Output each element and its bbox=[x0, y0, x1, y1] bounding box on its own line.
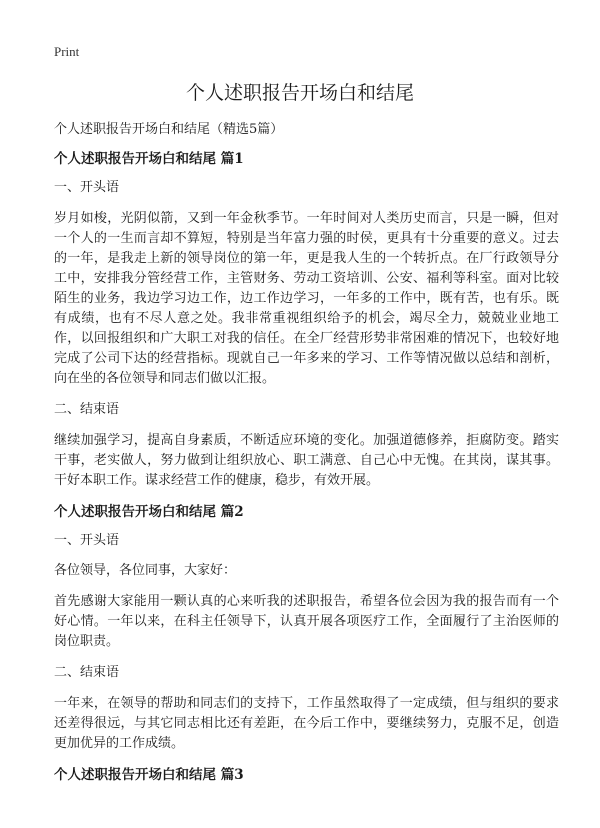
document-body bbox=[54, 150, 559, 795]
document-subtitle: 个人述职报告开场白和结尾（精选5篇） bbox=[54, 122, 284, 137]
section-1 bbox=[54, 150, 559, 491]
opening-label: 一、开头语 bbox=[54, 533, 120, 548]
closing-label: 二、结束语 bbox=[54, 665, 120, 680]
opening-label: 一、开头语 bbox=[54, 180, 120, 195]
section-heading: 个人述职报告开场白和结尾 篇3 bbox=[54, 767, 244, 783]
section-3 bbox=[54, 766, 559, 784]
section-2 bbox=[54, 503, 559, 754]
closing-paragraph: 一年来，在领导的帮助和同志们的支持下，工作虽然取得了一定成绩，但与组织的要求还差得很远，与其它同志相比还有差距，在今后工作中，要继续努力，克服不足，创造更加优异的工作成绩。 bbox=[54, 696, 559, 751]
document-title: 个人述职报告开场白和结尾 bbox=[185, 82, 414, 104]
opening-paragraph: 首先感谢大家能用一颗认真的心来听我的述职报告，希望各位会因为我的报告而有一个好心情。一年以来，在科主任领导下，认真开展各项医疗工作，全面履行了主治医师的岗位职责。 bbox=[54, 594, 559, 649]
opening-paragraph: 岁月如梭，光阴似箭，又到一年金秋季节。一年时间对人类历史而言，只是一瞬，但对一个人的一生而言却不算短，特别是当年富力强的时侯，更具有十分重要的意义。过去的一年，是我走上新的领导岗位的第一年，更是我人生的一个转折点。在厂行政领导分工中，安排我分管经营工作，主管财务、劳动工资培训、公安、福利等科室。面对比较陌生的业务，我边学习边工作，边工作边学习，一年多的工作中，既有苦，也有乐。既有成绩，也有不尽人意之处。我非常重视组织给予的机会，竭尽全力，兢兢业业地工作，以回报组织和广大职工对我的信任。在全厂经营形势非常困难的情况下，也较好地完成了公司下达的经营指标。现就自己一年多来的学习、工作等情况做以总结和剖析，向在坐的各位领导和同志们做以汇报。 bbox=[54, 211, 559, 386]
section-heading: 个人述职报告开场白和结尾 篇2 bbox=[54, 504, 244, 520]
print-link[interactable]: Print bbox=[54, 44, 80, 59]
closing-paragraph: 继续加强学习，提高自身素质，不断适应环境的变化。加强道德修养，拒腐防变。踏实干事，老实做人，努力做到让组织放心、职工满意、自己心中无愧。在其岗，谋其事。干好本职工作。谋求经营工作的健康，稳步，有效开展。 bbox=[54, 433, 559, 488]
greeting-line: 各位领导，各位同事，大家好： bbox=[54, 563, 237, 578]
section-heading: 个人述职报告开场白和结尾 篇1 bbox=[54, 151, 244, 167]
closing-label: 二、结束语 bbox=[54, 402, 120, 417]
